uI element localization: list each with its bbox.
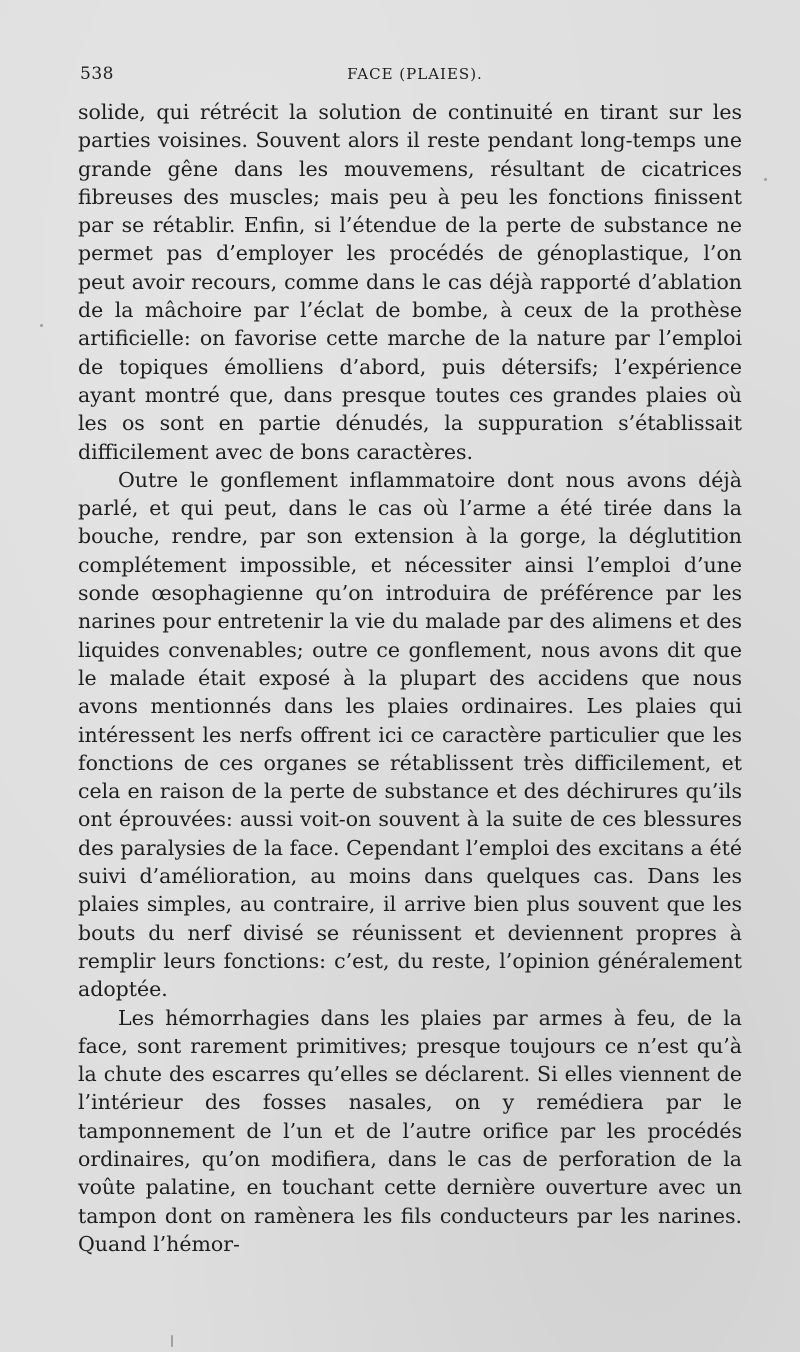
paper-speck [171,1335,173,1347]
paragraph: Outre le gonflement inflammatoire dont nous avons déjà parlé, et qui peut, dans le cas où l’arme a été tirée dans la bouche, rendre, par son extension à la gorge, la déglutition complétement impossible, et nécessiter ainsi l’emploi d’une sonde œsophagienne qu’on introduira de préférence par les narines pour entretenir la vie du malade par des alimens et des liquides convenables; outre ce gonflement, nous avons dit que le malade était exposé à la plupart des accidens que nous avons mentionnés dans les plaies ordinaires. Les plaies qui intéressent les nerfs offrent ici ce caractère particulier que les fonctions de ces organes se rétablissent très difficilement, et cela en raison de la perte de substance et des déchirures qu’ils ont éprouvées: aussi voit-on souvent à la suite de ces blessures des paralysies de la face. Cependant l’emploi des excitans a été suivi d’amélioration, au moins dans quelques cas. Dans les plaies simples, au contraire, il arrive bien plus souvent que les bouts du nerf divisé se réunissent et deviennent propres à remplir leurs fonctions: c’est, du reste, l’opinion généralement adoptée. [78,467,742,1002]
page-header [80,64,740,86]
body-text [78,98,742,1258]
page-number: 538 [80,64,114,84]
running-head: FACE (PLAIES). [347,65,483,83]
paragraph-continued: solide, qui rétrécit la solution de continuité en tirant sur les parties voisines. Souvent alors il reste pendant long-temps une grande gêne dans les mouvemens, résultant de cicatrices fibreuses des muscles; mais peu à peu les fonctions finissent par se rétablir. Enfin, si l’étendue de la perte de substance ne permet pas d’employer les procédés de génoplastique, l’on peut avoir recours, comme dans le cas déjà rapporté d’ablation de la mâchoire par l’éclat de bombe, à ceux de la prothèse artificielle: on favorise cette marche de la nature par l’emploi de topiques émolliens d’abord, puis détersifs; l’expérience ayant montré que, dans presque toutes ces grandes plaies où les os sont en partie dénudés, la suppuration s’établissait difficilement avec de bons caractères. [78,100,742,464]
paper-speck [764,178,767,181]
paper-speck [40,324,43,327]
paragraph: Les hémorrhagies dans les plaies par armes à feu, de la face, sont rarement primitives; presque toujours ce n’est qu’à la chute des escarres qu’elles se déclarent. Si elles viennent de l’intérieur des fosses nasales, on y remédiera par le tamponnement de l’un et de l’autre orifice par les procédés ordinaires, qu’on modifiera, dans le cas de perforation de la voûte palatine, en touchant cette dernière ouverture avec un tampon dont on ramènera les fils conducteurs par les narines. Quand l’hémor- [78,1005,742,1256]
